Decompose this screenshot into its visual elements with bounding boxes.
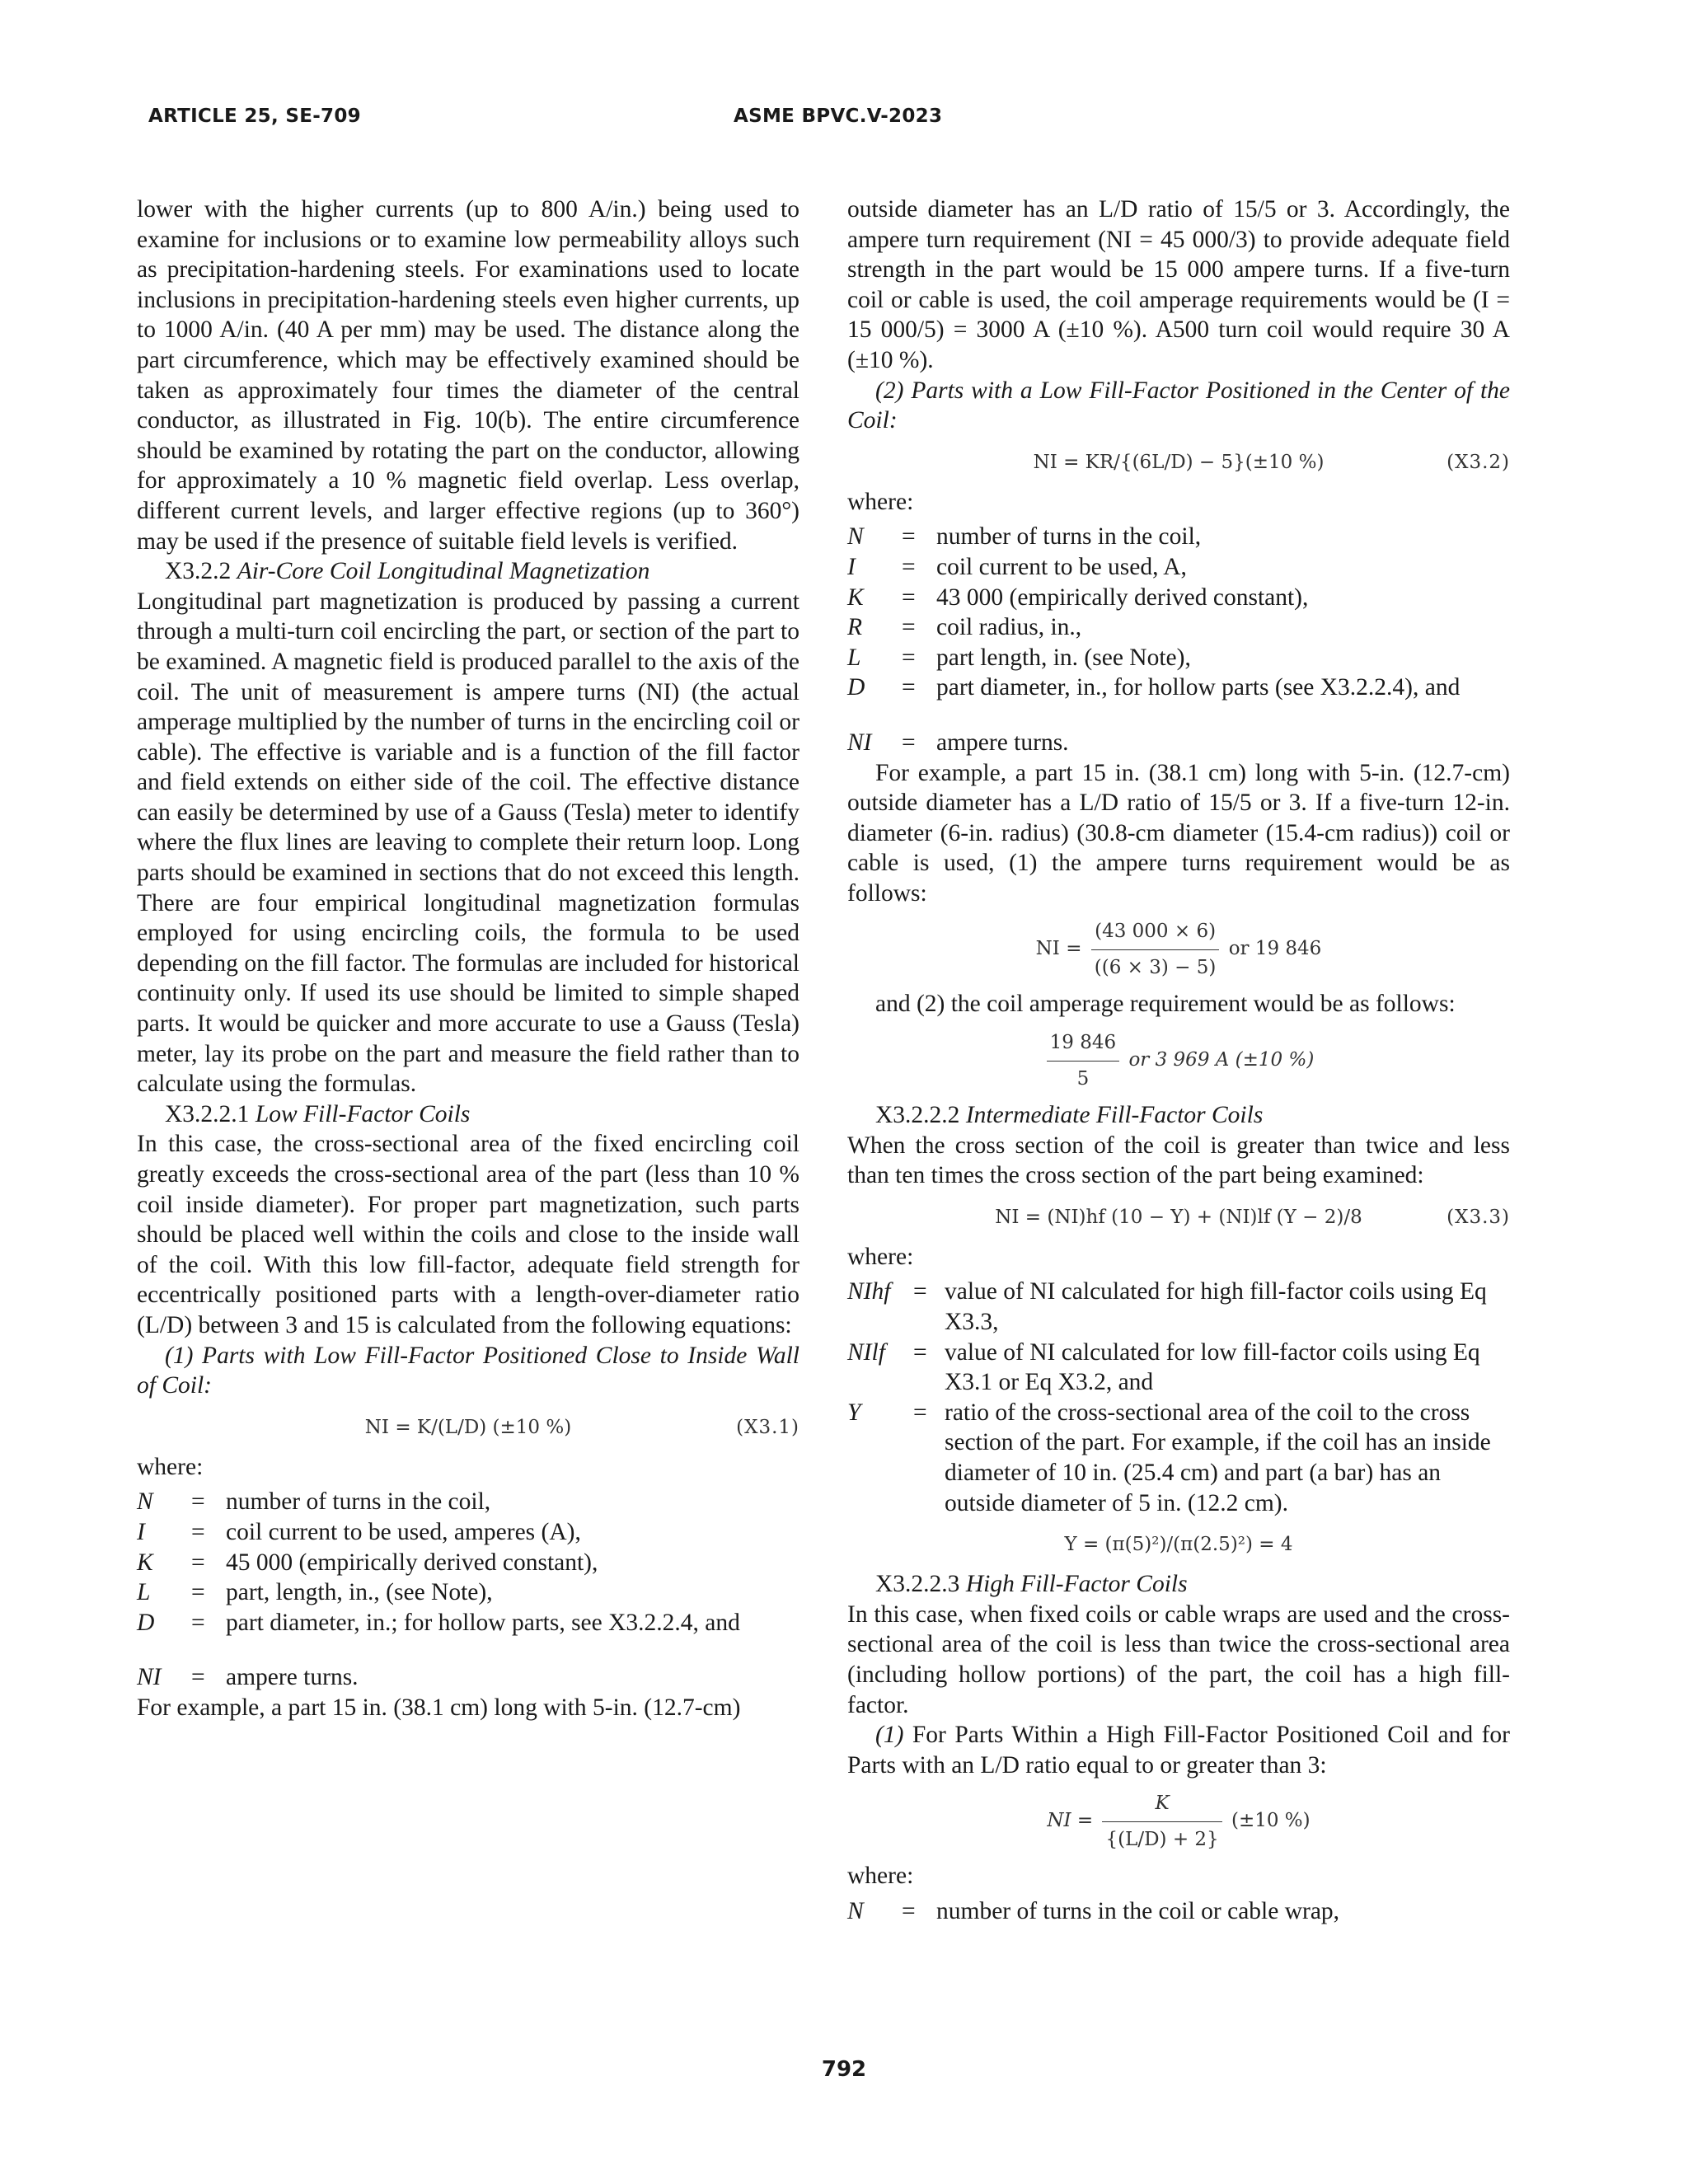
equation-number: (X3.1) (736, 1416, 799, 1438)
running-header (148, 105, 1550, 135)
section-number: X3.2.2.2 (875, 1102, 960, 1129)
variable-symbol: I (847, 553, 856, 580)
equation (847, 1785, 1510, 1854)
variable-definition: coil current to be used, A, (936, 553, 1187, 580)
paragraph: When the cross section of the coil is greater than twice and less than ten times the cross section of the part being examined: (847, 1132, 1510, 1189)
where-label: where: (847, 488, 914, 515)
variable-row: D = part diameter, in.; for hollow parts, see X3.2.2.4, and (137, 1608, 799, 1638)
section-title: High Fill-Factor Coils (965, 1571, 1188, 1598)
section-number: X3.2.2.3 (875, 1571, 960, 1598)
variable-row: I = coil current to be used, amperes (A), (137, 1517, 799, 1548)
variable-definition: ampere turns. (936, 729, 1069, 756)
variable-symbol: NI (847, 729, 872, 756)
section-heading (875, 1569, 1510, 1600)
fraction-denominator: 5 (1076, 1067, 1090, 1090)
variable-definition: value of NI calculated for low fill-factor coils using Eq X3.1 or Eq X3.2, and (945, 1338, 1480, 1396)
equation-lhs: NI = (1035, 938, 1082, 960)
right-column (847, 194, 1510, 1927)
equation-lhs: NI = (1047, 1810, 1094, 1832)
section-title: Intermediate Fill-Factor Coils (965, 1102, 1264, 1129)
variable-symbol: N (137, 1488, 153, 1516)
variable-row: L = part length, in. (see Note), (847, 643, 1510, 673)
fraction-numerator: (43 000 × 6) (1091, 916, 1220, 950)
variable-symbol: NI (137, 1664, 162, 1691)
section-heading (165, 556, 799, 587)
left-column (137, 194, 799, 1723)
case-text: For Parts Within a High Fill-Factor Positioned Coil and for Parts with an L/D ratio equal to or greater than 3: (847, 1722, 1511, 1779)
section-title: Air-Core Coil Longitudinal Magnetization (237, 558, 650, 585)
case-number: (1) (875, 1722, 904, 1749)
variable-symbol: L (847, 644, 861, 671)
variable-definition: number of turns in the coil or cable wrap, (936, 1897, 1340, 1924)
equation-fraction (1102, 1788, 1221, 1854)
variable-row: NIhf = value of NI calculated for high fill-factor coils using Eq X3.3, (847, 1277, 1510, 1337)
variable-symbol: NIlf (847, 1338, 885, 1366)
variable-definition: number of turns in the coil, (226, 1488, 491, 1516)
equation-fraction (1091, 916, 1220, 982)
equation-number: (X3.3) (1447, 1206, 1510, 1228)
variable-definition: number of turns in the coil, (936, 523, 1202, 551)
paragraph: Longitudinal part magnetization is produced by passing a current through a multi-turn coil encircling the part, or section of the part to be examined. A magnetic field is produced parallel to the axis of the coil. The unit of measurement is ampere turns (NI) (the actual amperage multiplied by the number of turns in the encircling coil or cable). The effective is variable and is a function of the fill factor and field extends on either side of the coil. The effective distance can easily be determined by use of a Gauss (Tesla) meter to identify where the flux lines are leaving to complete their return loop. Long parts should be examined in sections that do not exceed this length. There are four empirical longitudinal magnetization formulas employed for using encircling coils, the formula to be used depending on the fill factor. The formulas are included for historical continuity only. If used its use should be limited to simple shaped parts. It would be quicker and more accurate to use a Gauss (Tesla) meter, lay its probe on the part and measure the field rather than to calculate using the formulas. (137, 588, 799, 1098)
variable-list (137, 1487, 799, 1693)
variable-symbol: I (137, 1518, 145, 1545)
section-heading (165, 1099, 799, 1130)
variable-row: N = number of turns in the coil, (137, 1487, 799, 1517)
variable-row: NIlf = value of NI calculated for low fill-factor coils using Eq X3.1 or Eq X3.2, and (847, 1338, 1510, 1398)
variable-row: N = number of turns in the coil, (847, 522, 1510, 552)
fraction-numerator: K (1102, 1788, 1221, 1822)
paragraph: For example, a part 15 in. (38.1 cm) long with 5-in. (12.7-cm) outside diameter has a L/D ratio of 15/5 or 3. If a five-turn 12-in. diameter (6-in. radius) (30.8-cm diameter (15.4-cm radius)) coil or cable is used, (1) the ampere turns requirement would be as follows: (847, 759, 1510, 907)
variable-definition: coil current to be used, amperes (A), (226, 1518, 581, 1545)
paragraph: outside diameter has an L/D ratio of 15/5 or 3. Accordingly, the ampere turn requirement (NI = 45 000/3) to provide adequate field strength in the part would be 15 000 ampere turns. If a five-turn coil or cable is used, the coil amperage requirements would be (I = 15 000/5) = 3000 A (±10 %). A500 turn coil would require 30 A (±10 %). (847, 196, 1510, 373)
variable-symbol: L (137, 1579, 151, 1606)
variable-row: K = 43 000 (empirically derived constant), (847, 583, 1510, 613)
equation-body: NI = KR/{(6L/D) − 5}(±10 %) (1033, 451, 1325, 473)
fraction-denominator: ((6 × 3) − 5) (1094, 957, 1217, 979)
section-heading (875, 1100, 1510, 1131)
equation (847, 1024, 1510, 1094)
variable-row: R = coil radius, in., (847, 612, 1510, 643)
variable-definition: ampere turns. (226, 1664, 359, 1691)
variable-row: I = coil current to be used, A, (847, 552, 1510, 583)
case-heading: (1) Parts with Low Fill-Factor Positioned Close to Inside Wall of Coil: (137, 1342, 799, 1399)
paragraph: For example, a part 15 in. (38.1 cm) long with 5-in. (12.7-cm) (137, 1694, 741, 1721)
variable-symbol: NIhf (847, 1278, 891, 1305)
variable-definition: 45 000 (empirically derived constant), (226, 1549, 598, 1576)
equation-body: NI = K/(L/D) (±10 %) (364, 1416, 572, 1438)
variable-row: L = part, length, in., (see Note), (137, 1577, 799, 1608)
where-label: where: (847, 1243, 914, 1270)
variable-definition: part diameter, in., for hollow parts (see X3.2.2.4), and (936, 674, 1461, 701)
variable-symbol: R (847, 614, 863, 641)
variable-symbol: D (137, 1609, 155, 1636)
variable-row: NI = ampere turns. (137, 1662, 799, 1693)
equation (847, 913, 1510, 982)
equation-rhs: or 19 846 (1228, 938, 1322, 960)
variable-symbol: D (847, 674, 865, 701)
page-number: 792 (821, 2057, 867, 2082)
variable-symbol: N (847, 1897, 864, 1924)
where-label: where: (847, 1863, 914, 1890)
header-code: ASME BPVC.V-2023 (734, 105, 943, 127)
fraction-numerator: 19 846 (1047, 1028, 1119, 1062)
variable-row: NI = ampere turns. (847, 728, 1510, 758)
variable-symbol: Y (847, 1399, 861, 1426)
paragraph: In this case, when fixed coils or cable wraps are used and the cross-sectional area of the coil is less than twice the cross-sectional area (including hollow portions) of the part, the coil has a high fill-factor. (847, 1601, 1510, 1718)
equation (847, 441, 1510, 480)
paragraph: In this case, the cross-sectional area of the fixed encircling coil greatly exceeds the cross-sectional area of the part (less than 10 % coil inside diameter). For proper part magnetization, such parts should be placed well within the coils and close to the inside wall of the coil. With this low fill-factor, adequate field strength for eccentrically positioned parts with a length-over-diameter ratio (L/D) between 3 and 15 is calculated from the following equations: (137, 1131, 799, 1338)
section-number: X3.2.2.1 (165, 1100, 250, 1127)
equation-fraction (1047, 1028, 1119, 1094)
equation-number: (X3.2) (1447, 451, 1510, 473)
section-number: X3.2.2 (165, 558, 232, 585)
variable-list (847, 522, 1510, 757)
fraction-denominator: {(L/D) + 2} (1105, 1828, 1219, 1850)
variable-definition: ratio of the cross-sectional area of the coil to the cross section of the part. For example, if the coil has an inside diameter of 10 in. (25.4 cm) and part (a bar) has an outside diameter of 5 in. (12.2 cm). (945, 1399, 1491, 1516)
paragraph: lower with the higher currents (up to 800 A/in.) being used to examine for inclusions or to examine low permeability alloys such as precipitation-hardening steels. For examinations used to locate inclusions in precipitation-hardening steels even higher currents, up to 1000 A/in. (40 A per mm) may be used. The distance along the part circumference, which may be effectively examined should be taken as approximately four times the diameter of the central conductor, as illustrated in Fig. 10(b). The entire circumference should be examined by rotating the part on the conductor, allowing for approximately a 10 % magnetic field overlap. Less overlap, different current levels, and larger effective regions (up to 360°) may be used if the presence of suitable field levels is verified. (137, 196, 799, 555)
variable-definition: part, length, in., (see Note), (226, 1579, 493, 1606)
variable-symbol: K (847, 583, 864, 611)
equation (137, 1406, 799, 1446)
equation-body: Y = (π(5)²)/(π(2.5)²) = 4 (1064, 1534, 1293, 1556)
variable-definition: part length, in. (see Note), (936, 644, 1191, 671)
variable-row: N = number of turns in the coil or cable wrap, (847, 1896, 1510, 1927)
header-article: ARTICLE 25, SE-709 (148, 105, 361, 127)
variable-row: K = 45 000 (empirically derived constant), (137, 1548, 799, 1578)
variable-row: Y = ratio of the cross-sectional area of the coil to the cross section of the part. For example, if the coil has an inside diameter of 10 in. (25.4 cm) and part (a bar) has an outside diameter of 5 in. (12.2 cm). (847, 1398, 1510, 1518)
paragraph: and (2) the coil amperage requirement would be as follows: (875, 991, 1456, 1018)
equation-rhs: or 3 969 A (±10 %) (1128, 1049, 1315, 1071)
variable-definition: part diameter, in.; for hollow parts, see X3.2.2.4, and (226, 1609, 740, 1636)
case-heading: (2) Parts with a Low Fill-Factor Positioned in the Center of the Coil: (847, 377, 1510, 434)
where-label: where: (137, 1453, 204, 1480)
variable-definition: coil radius, in., (936, 614, 1082, 641)
equation (847, 1523, 1510, 1563)
variable-row: D = part diameter, in., for hollow parts (see X3.2.2.4), and (847, 673, 1510, 703)
equation-rhs: (±10 %) (1231, 1810, 1311, 1832)
variable-symbol: K (137, 1549, 153, 1576)
variable-list (847, 1896, 1510, 1927)
variable-definition: value of NI calculated for high fill-factor coils using Eq X3.3, (945, 1278, 1487, 1336)
case-heading (847, 1720, 1510, 1780)
section-title: Low Fill-Factor Coils (255, 1100, 471, 1127)
equation-body: NI = (NI)hf (10 − Y) + (NI)lf (Y − 2)/8 (995, 1206, 1362, 1228)
variable-definition: 43 000 (empirically derived constant), (936, 583, 1309, 611)
variable-list (847, 1277, 1510, 1518)
variable-symbol: N (847, 523, 864, 551)
equation (847, 1196, 1510, 1235)
